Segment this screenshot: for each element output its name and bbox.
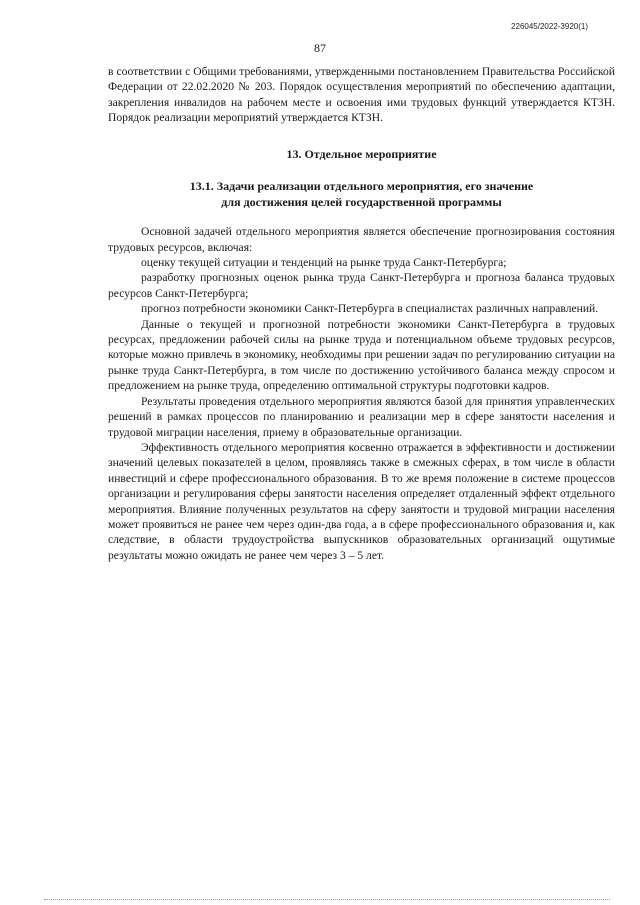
document-body bbox=[108, 64, 615, 563]
registration-number: 226045/2022-3920(1) bbox=[511, 22, 588, 31]
subsection-title bbox=[108, 179, 615, 210]
list-item-current-assessment: оценку текущей ситуации и тенденций на рынке труда Санкт-Петербурга; bbox=[141, 256, 507, 270]
section-title: 13. Отдельное мероприятие bbox=[286, 146, 437, 161]
subsection-title-line-2: для достижения целей государственной программы bbox=[221, 194, 502, 209]
subsection-title-line-1: 13.1. Задачи реализации отдельного мероприятия, его значение bbox=[189, 179, 534, 194]
list-item-demand-forecast: прогноз потребности экономики Санкт-Петербурга в специалистах различных направлений. bbox=[141, 302, 599, 316]
paragraph-results: Результаты проведения отдельного мероприятия являются базой для принятия управленческих решений в рамках процессов по планированию и реализации мер в сфере занятости населения и трудовой миграции населения, приему в образовательные организации. bbox=[108, 394, 615, 439]
intro-paragraph: в соответствии с Общими требованиями, утвержденными постановлением Правительства Российской Федерации от 22.02.2020 № 203. Порядок осуществления мероприятий по обеспечению адаптации, закрепления инвалидов на рабочем месте и освоения ими трудовых функций утверждается КТЗН. Порядок реализации мероприятий утверждается КТЗН. bbox=[108, 65, 615, 125]
paragraph-efficiency: Эффективность отдельного мероприятия косвенно отражается в эффективности и достижении значений целевых показателей в целом, проявляясь также в смежных сферах, в том числе в области инвестиций и сфере профессионального образования. В то же время положение в системе процессов организации и регулирования сферы занятости населения определяет отдаленный эффект отдельного мероприятия. Влияние полученных результатов на сферу занятости и трудовой миграции населения может проявиться не ранее чем через один-два года, а в сфере профессионального образования и, как следствие, в области трудоустройства выпускников образовательных организаций ощутимые результаты можно ожидать не ранее чем через 3 – 5 лет. bbox=[108, 440, 615, 562]
paragraph-main-task: Основной задачей отдельного мероприятия является обеспечение прогнозирования состояния трудовых ресурсов, включая: bbox=[108, 225, 615, 254]
list-item-forecast-development: разработку прогнозных оценок рынка труда Санкт-Петербурга и прогноза баланса трудовых ресурсов Санкт-Петербурга; bbox=[108, 271, 615, 300]
bottom-scan-edge bbox=[44, 899, 610, 901]
page-number: 87 bbox=[314, 41, 326, 55]
paragraph-data-usage: Данные о текущей и прогнозной потребности экономики Санкт-Петербурга в трудовых ресурсах, предложении рабочей силы на рынке труда и потенциальном объеме трудовых ресурсов, которые можно привлечь в экономику, необходимы при решении задач по регулированию ситуации на рынке труда Санкт-Петербурга, в том числе по достижению устойчивого баланса между спросом и предложением на рынке труда, определению оптимальной структуры подготовки кадров. bbox=[108, 317, 615, 393]
